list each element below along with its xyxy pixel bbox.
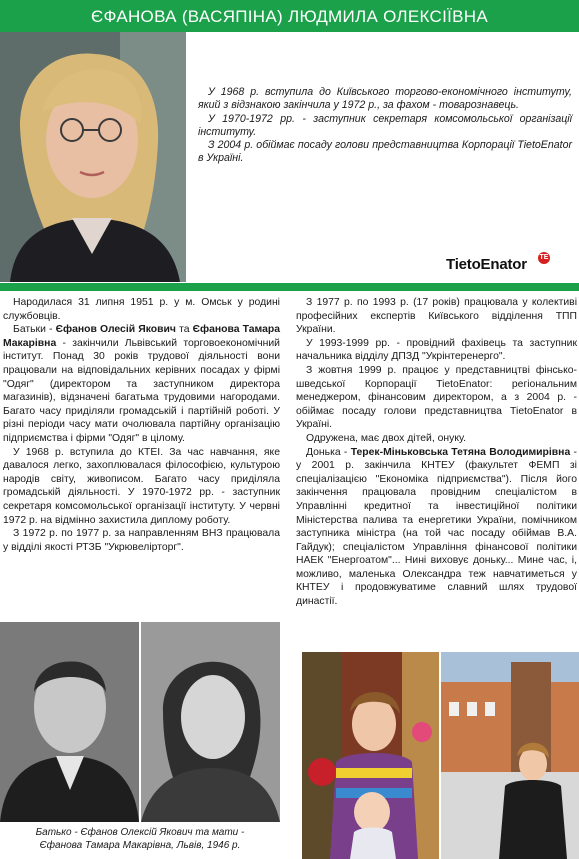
text: - закінчили Львівський торговоекономічний інститут. Понад 30 років трудової діяльності вони працювали на відповідальних керівних посадах у фірмі "Одяг" (директором та заступником директора магазинів), відзначені багатьма трудовими нагородами. Багато часу приділяли громадській і партійній роботі. У різні періоди часу мати очолювала партійну організацію підприємства і фірми "Одяг" в цілому.	[3, 337, 280, 444]
paragraph-daughter	[296, 446, 577, 609]
caption-line: Єфанова Тамара Макарівна, Львів, 1946 р.	[39, 840, 241, 851]
portrait-photo	[0, 32, 186, 282]
paragraph-work-1999: З жовтня 1999 р. працює у представництві фінсько-шведської Корпорації TietoEnator: регіональним менеджером, фінансовим директором, а з 2004 р. - обіймає посаду голови представництва TietoEnator в Україні.	[296, 364, 577, 431]
intro-paragraph: З 2004 р. обіймає посаду голови представництва Корпорації TietoEnator в Україні.	[198, 139, 572, 165]
intro-paragraph: У 1970-1972 рр. - заступник секретаря комсомольської організації інституту.	[198, 112, 572, 138]
paragraph-work-1993: У 1993-1999 рр. - провідний фахівець та заступник начальника відділу ДПЗД "Укрінтеренерго".	[296, 337, 577, 363]
daughter-name: Терек-Міньковська Тетяна Володимирівна	[350, 446, 571, 458]
article-column-left	[3, 296, 280, 554]
recent-photo	[441, 652, 579, 859]
tietoenator-logo: TietoEnator	[446, 256, 527, 273]
text: - у 2001 р. закінчила КНТЕУ (факультет ФЕМП зі спеціалізацією "Економіка підприємства"). Після його закінчення працювала провідним спеціалістом в Управлінні кредитної та інвестиційної політики Міністерства палива та енергетики України, помічником заступника міністра (на той час посаду обіймав В.А. Гайдук); спеціалістом Управління фінансової політики НАЕК "Енергоатом"... Нині виховує доньку... Мине час, і, можливо, маленька Олександра теж навчатиметься у КНТЕУ і продовжуватиме славний шлях трудової династії.	[296, 446, 577, 608]
text: Донька -	[306, 446, 351, 458]
paragraph-family: Одружена, має двох дітей, онуку.	[306, 432, 467, 444]
father-photo	[0, 622, 139, 822]
mother-photo	[141, 622, 280, 822]
mother-name: Єфанова Тамара Макарівна	[3, 324, 280, 349]
caption-line: Батько - Єфанов Олексій Якович та мати -	[35, 827, 245, 838]
intro-paragraph: У 1968 р. вступила до Київського торгово-економічного інституту, який з відзнакою закінчила у 1972 р., за фахом - товарознавець.	[198, 86, 572, 112]
paragraph-study: У 1968 р. вступила до КТЕІ. За час навчання, яке давалося легко, захоплювалася філософією, культурою народів світу, живописом. Багато часу приділяла громадській діяльності. У 1970-1972 рр. - заступник секретаря комсомольської організації інституту. У червні 1972 р. на відмінно захистила диплому роботу.	[3, 446, 280, 526]
father-name: Єфанов Олесій Якович	[55, 324, 176, 336]
daughter-photo	[302, 652, 439, 859]
text: Батьки -	[13, 324, 56, 336]
section-divider	[0, 283, 579, 291]
paragraph-parents	[3, 323, 280, 445]
paragraph-work-1972: З 1972 р. по 1977 р. за направленням ВНЗ працювала у відділі якості РТЗБ "Укрювелірторг".	[3, 528, 280, 553]
text: та	[175, 324, 193, 336]
page-title: ЄФАНОВА (ВАСЯПІНА) ЛЮДМИЛА ОЛЕКСІЇВНА	[0, 0, 579, 32]
photo-caption	[0, 826, 280, 852]
paragraph-birth: Народилася 31 липня 1951 р. у м. Омськ у родині службовців.	[3, 297, 280, 322]
logo-badge-icon: TE	[538, 252, 550, 264]
intro-summary	[198, 86, 572, 166]
paragraph-work-1977: З 1977 р. по 1993 р. (17 років) працювала у колективі професійних експертів Київського відділення ТПП України.	[296, 297, 577, 336]
article-column-right	[296, 296, 577, 609]
